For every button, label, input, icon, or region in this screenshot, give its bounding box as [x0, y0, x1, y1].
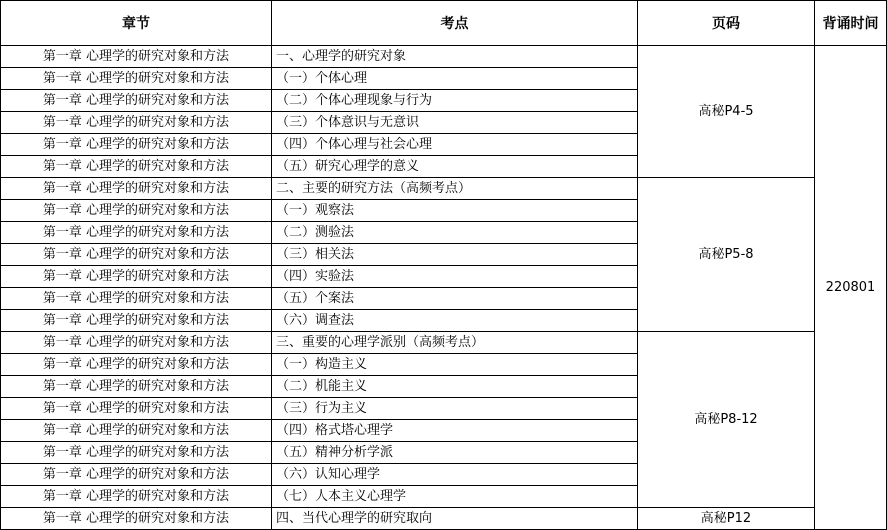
chapter-cell: 第一章 心理学的研究对象和方法	[1, 310, 272, 332]
chapter-cell: 第一章 心理学的研究对象和方法	[1, 222, 272, 244]
point-cell: （一）构造主义	[272, 354, 638, 376]
table-row	[1, 46, 887, 68]
point-cell: （二）测验法	[272, 222, 638, 244]
point-cell: （一）个体心理	[272, 68, 638, 90]
page-cell: 高秘P5-8	[638, 178, 815, 332]
chapter-cell: 第一章 心理学的研究对象和方法	[1, 332, 272, 354]
page-cell: 高秘P12	[638, 508, 815, 530]
point-cell: （六）调查法	[272, 310, 638, 332]
point-cell: （二）机能主义	[272, 376, 638, 398]
point-cell: （五）个案法	[272, 288, 638, 310]
header-page: 页码	[638, 1, 815, 46]
chapter-cell: 第一章 心理学的研究对象和方法	[1, 68, 272, 90]
header-time: 背诵时间	[815, 1, 887, 46]
chapter-cell: 第一章 心理学的研究对象和方法	[1, 200, 272, 222]
page-cell: 高秘P8-12	[638, 332, 815, 508]
point-cell: （二）个体心理现象与行为	[272, 90, 638, 112]
chapter-cell: 第一章 心理学的研究对象和方法	[1, 442, 272, 464]
chapter-cell: 第一章 心理学的研究对象和方法	[1, 354, 272, 376]
point-cell: 一、心理学的研究对象	[272, 46, 638, 68]
chapter-cell: 第一章 心理学的研究对象和方法	[1, 112, 272, 134]
chapter-cell: 第一章 心理学的研究对象和方法	[1, 266, 272, 288]
point-cell: （四）个体心理与社会心理	[272, 134, 638, 156]
point-cell: （五）精神分析学派	[272, 442, 638, 464]
table-row	[1, 508, 887, 530]
point-cell: （四）格式塔心理学	[272, 420, 638, 442]
chapter-cell: 第一章 心理学的研究对象和方法	[1, 244, 272, 266]
chapter-cell: 第一章 心理学的研究对象和方法	[1, 178, 272, 200]
point-cell: （七）人本主义心理学	[272, 486, 638, 508]
point-cell: （三）行为主义	[272, 398, 638, 420]
point-cell: （一）观察法	[272, 200, 638, 222]
chapter-cell: 第一章 心理学的研究对象和方法	[1, 420, 272, 442]
chapter-cell: 第一章 心理学的研究对象和方法	[1, 134, 272, 156]
time-cell: 220801	[815, 46, 887, 530]
point-cell: （五）研究心理学的意义	[272, 156, 638, 178]
chapter-cell: 第一章 心理学的研究对象和方法	[1, 508, 272, 530]
chapter-cell: 第一章 心理学的研究对象和方法	[1, 156, 272, 178]
chapter-cell: 第一章 心理学的研究对象和方法	[1, 376, 272, 398]
point-cell: （三）个体意识与无意识	[272, 112, 638, 134]
point-cell: 四、当代心理学的研究取向	[272, 508, 638, 530]
chapter-cell: 第一章 心理学的研究对象和方法	[1, 398, 272, 420]
chapter-cell: 第一章 心理学的研究对象和方法	[1, 46, 272, 68]
chapter-cell: 第一章 心理学的研究对象和方法	[1, 486, 272, 508]
point-cell: （四）实验法	[272, 266, 638, 288]
point-cell: （六）认知心理学	[272, 464, 638, 486]
page-cell: 高秘P4-5	[638, 46, 815, 178]
table-row	[1, 178, 887, 200]
point-cell: （三）相关法	[272, 244, 638, 266]
chapter-cell: 第一章 心理学的研究对象和方法	[1, 90, 272, 112]
chapter-cell: 第一章 心理学的研究对象和方法	[1, 288, 272, 310]
header-row	[1, 1, 887, 46]
table-row	[1, 332, 887, 354]
point-cell: 二、主要的研究方法（高频考点）	[272, 178, 638, 200]
header-chapter: 章节	[1, 1, 272, 46]
header-point: 考点	[272, 1, 638, 46]
chapter-cell: 第一章 心理学的研究对象和方法	[1, 464, 272, 486]
point-cell: 三、重要的心理学派别（高频考点）	[272, 332, 638, 354]
